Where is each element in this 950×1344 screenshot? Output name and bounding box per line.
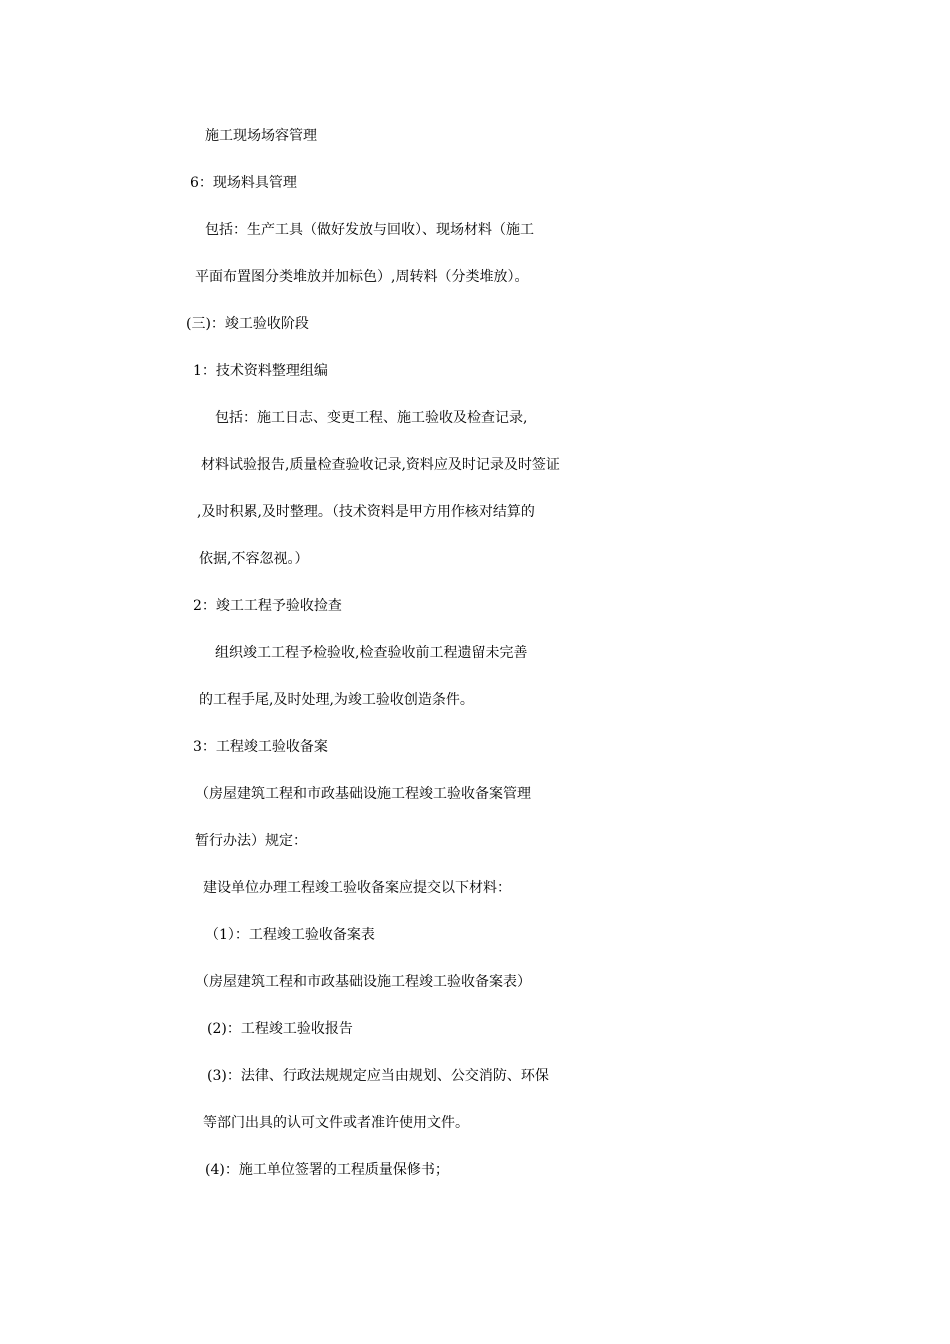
text-line: 施工现场场容管理 <box>205 128 317 144</box>
text-line: (2)：工程竣工验收报告 <box>207 1021 353 1037</box>
text-line: 包括：施工日志、变更工程、施工验收及检查记录, <box>215 410 528 426</box>
text-line: 建设单位办理工程竣工验收备案应提交以下材料： <box>203 880 511 896</box>
text-line: 包括：生产工具（做好发放与回收）、现场材料（施工 <box>205 222 534 238</box>
text-line: 暂行办法）规定： <box>195 833 307 849</box>
text-line: (3)：法律、行政法规规定应当由规划、公交消防、环保 <box>207 1068 549 1084</box>
text-line: 6：现场料具管理 <box>190 175 297 191</box>
section-heading: (三)：竣工验收阶段 <box>186 316 309 332</box>
text-line: (4)：施工单位签署的工程质量保修书； <box>205 1162 449 1178</box>
text-line: 等部门出具的认可文件或者准许使用文件。 <box>203 1115 469 1131</box>
text-line: （1）：工程竣工验收备案表 <box>205 927 375 943</box>
text-line: 3：工程竣工验收备案 <box>193 739 328 755</box>
text-line: 2：竣工工程予验收捡查 <box>193 598 342 614</box>
text-line: 平面布置图分类堆放并加标色）,周转料（分类堆放）。 <box>195 269 529 285</box>
text-line: 的工程手尾,及时处理,为竣工验收创造条件。 <box>199 692 474 708</box>
text-line: ,及时积累,及时整理。（技术资料是甲方用作核对结算的 <box>197 504 535 520</box>
text-line: 1：技术资料整理组编 <box>193 363 328 379</box>
text-line: 材料试验报告,质量检查验收记录,资料应及时记录及时签证 <box>201 457 560 473</box>
text-line: 依据,不容忽视。） <box>199 551 309 567</box>
text-line: 组织竣工工程予检验收,检查验收前工程遗留未完善 <box>215 645 528 661</box>
text-line: （房屋建筑工程和市政基础设施工程竣工验收备案管理 <box>195 786 531 802</box>
text-line: （房屋建筑工程和市政基础设施工程竣工验收备案表） <box>195 974 531 990</box>
